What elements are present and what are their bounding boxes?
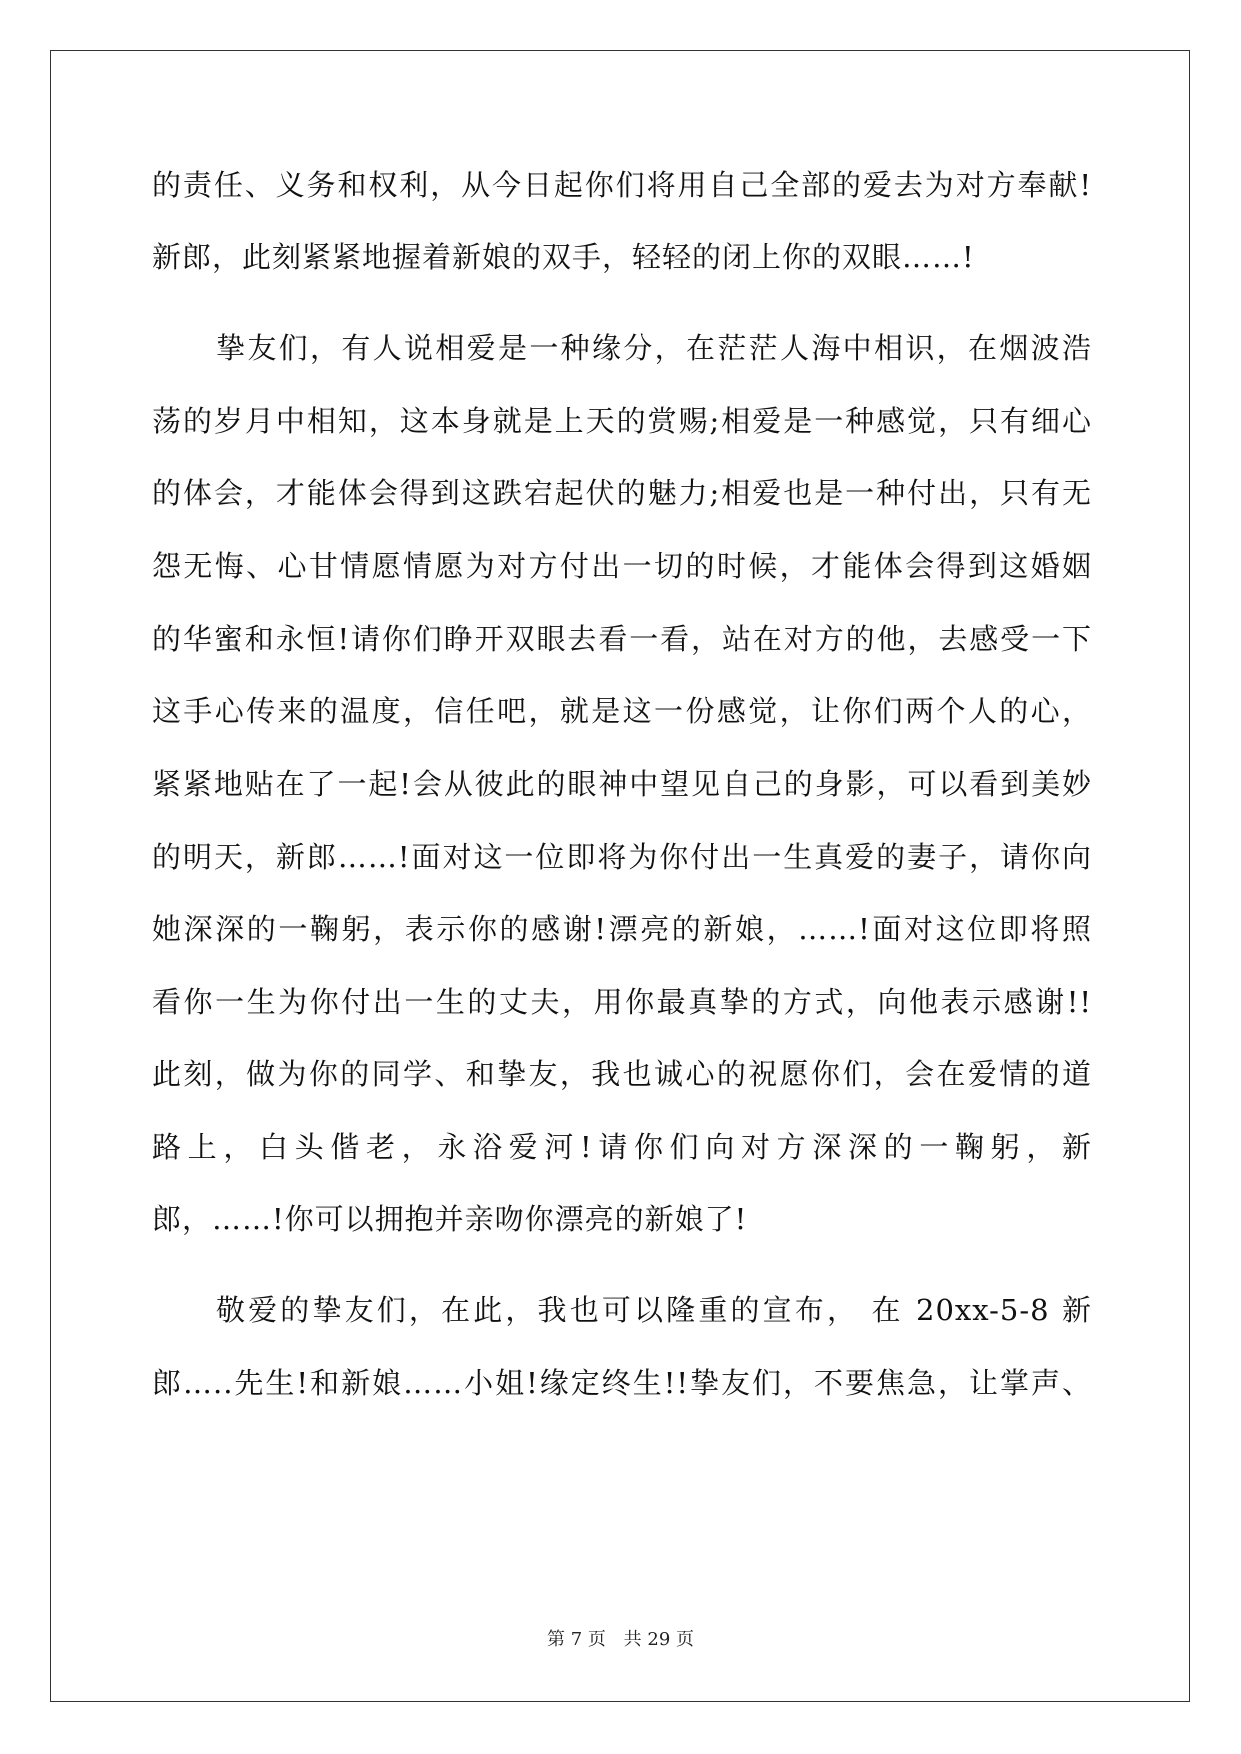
paragraph-first-line: 敬爱的挚友们，在此，我也可以隆重的宣布， 在 20xx-5-8 新 (216, 1293, 1092, 1327)
text-line: 她深深的一鞠躬，表示你的感谢!漂亮的新娘，……!面对这位即将照 (152, 912, 1092, 946)
paragraph-first-line: 挚友们，有人说相爱是一种缘分，在茫茫人海中相识，在烟波浩 (216, 331, 1092, 365)
text-line: 的责任、义务和权利，从今日起你们将用自己全部的爱去为对方奉献! (152, 168, 1092, 202)
text-line: 看你一生为你付出一生的丈夫，用你最真挚的方式，向他表示感谢!! (152, 985, 1092, 1019)
text-line: 的明天，新郎……!面对这一位即将为你付出一生真爱的妻子，请你向 (152, 840, 1092, 874)
text-line: 新郎，此刻紧紧地握着新娘的双手，轻轻的闭上你的双眼……! (152, 240, 975, 274)
text-line: 怨无悔、心甘情愿情愿为对方付出一切的时候，才能体会得到这婚姻 (152, 549, 1092, 583)
text-line: 的体会，才能体会得到这跌宕起伏的魅力;相爱也是一种付出，只有无 (152, 476, 1092, 510)
page-total: 共 29 页 (623, 1629, 694, 1650)
text-line: 紧紧地贴在了一起!会从彼此的眼神中望见自己的身影，可以看到美妙 (152, 767, 1092, 801)
text-line: 郎，……!你可以拥抱并亲吻你漂亮的新娘了! (152, 1202, 748, 1236)
text-line: 路上，白头偕老，永浴爱河!请你们向对方深深的一鞠躬，新 (152, 1130, 1092, 1164)
text-line: 的华蜜和永恒!请你们睁开双眼去看一看，站在对方的他，去感受一下 (152, 622, 1092, 656)
text-line: 这手心传来的温度，信任吧，就是这一份感觉，让你们两个人的心， (152, 694, 1092, 728)
text-line: 此刻，做为你的同学、和挚友，我也诚心的祝愿你们，会在爱情的道 (152, 1057, 1092, 1091)
page-footer (0, 1628, 1241, 1652)
page-number: 第 7 页 (547, 1629, 606, 1650)
text-line: 郎…..先生!和新娘……小姐!缘定终生!!挚友们，不要焦急，让掌声、 (152, 1366, 1092, 1400)
text-line: 荡的岁月中相知，这本身就是上天的赏赐;相爱是一种感觉，只有细心 (152, 404, 1092, 438)
